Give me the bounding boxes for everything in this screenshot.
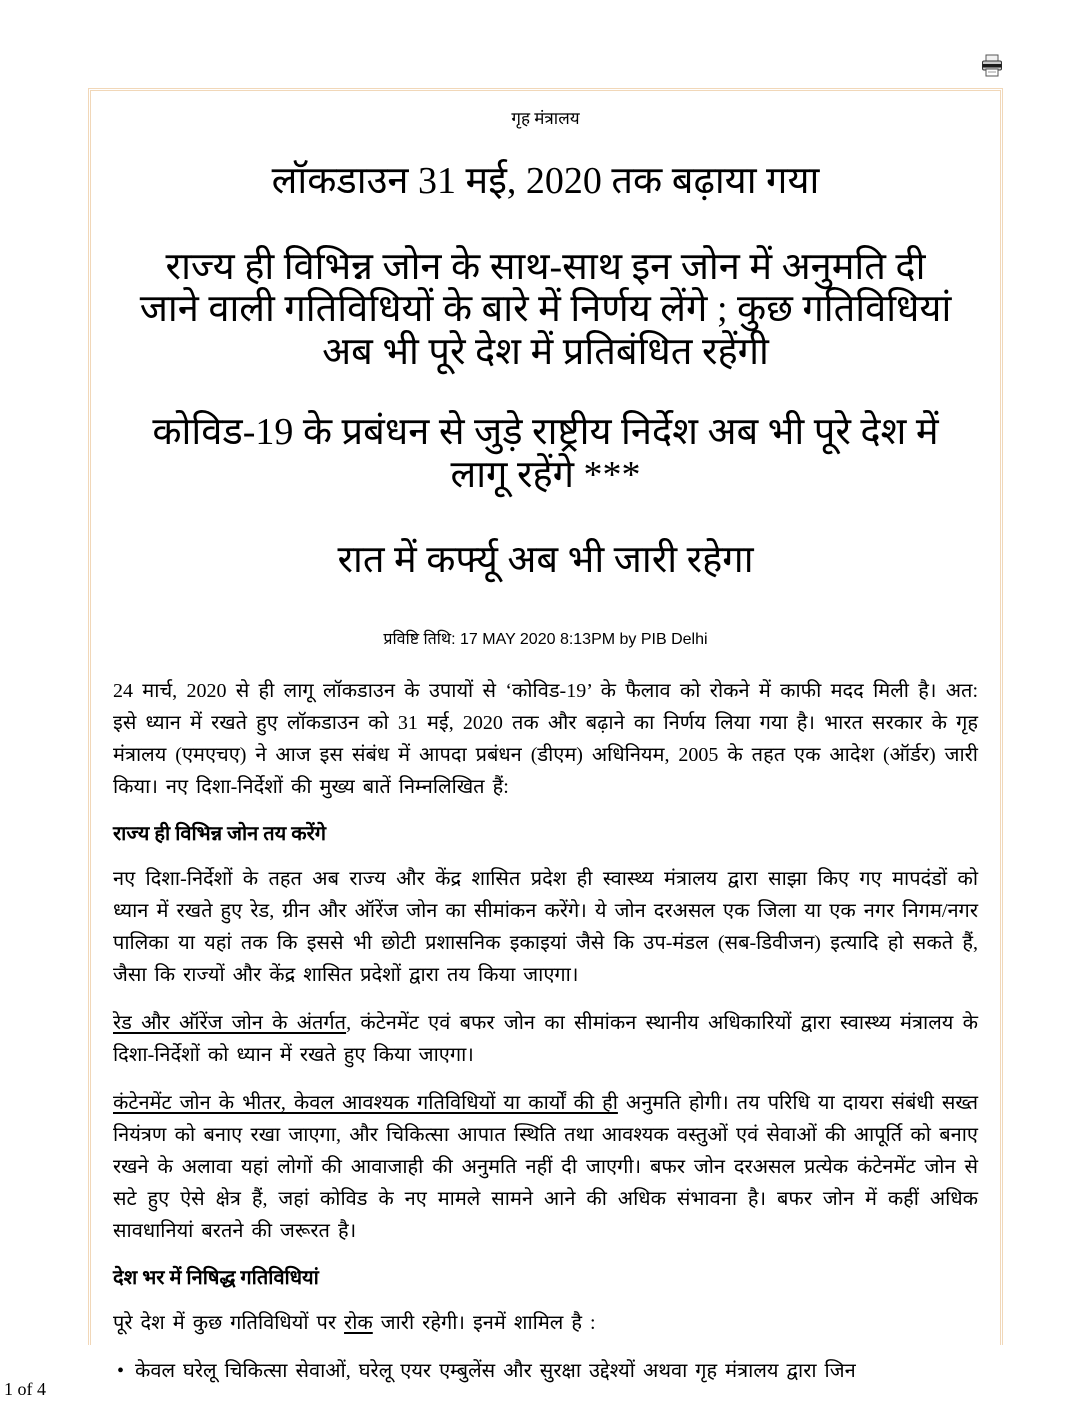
printer-icon: [980, 66, 1004, 81]
intro-paragraph: 24 मार्च, 2020 से ही लागू लॉकडाउन के उपायों से ‘कोविड-19’ के फैलाव को रोकने में काफी मदद मिली है। अत: इसे ध्यान में रखते हुए लॉकडाउन को 31 मई, 2020 तक और बढ़ाने का निर्णय लिया गया है। भारत सरकार के गृह मंत्रालय (एमएचए) ने आज इस संबंध में आपदा प्रबंधन (डीएम) अधिनियम, 2005 के तहत एक आदेश (ऑर्डर) जारी किया। नए दिशा-निर्देशों की मुख्य बातें निम्नलिखित हैं:: [113, 680, 978, 799]
document-body: [111, 675, 980, 1387]
containment-zone-paragraph: कंटेनमेंट जोन के भीतर, केवल आवश्यक गतिविधियों या कार्यों की ही अनुमति होगी। तय परिधि या दायरा संबंधी सख्त नियंत्रण को बनाए रखा जाएगा, और चिकित्सा आपात स्थिति तथा आवश्यक वस्तुओं एवं सेवाओं की आपूर्ति को बनाए रखने के अलावा यहां लोगों की आवाजाही की अनुमति नहीं दी जाएगी। बफर जोन दरअसल प्रत्येक कंटेनमेंट जोन से सटे हुए ऐसे क्षेत्र हैं, जहां कोविड के नए मामले सामने आने की अधिक संभावना है। बफर जोन में कहीं अधिक सावधानियां बरतने की जरूरत है।: [113, 1092, 979, 1243]
print-button[interactable]: [980, 54, 1004, 78]
subheadline-night-curfew: रात में कर्फ्यू अब भी जारी रहेगा: [337, 538, 754, 581]
subheadline-national-directives: कोविड-19 के प्रबंधन से जुड़े राष्ट्रीय निर्देश अब भी पूरे देश में लागू रहेंगे ***: [152, 411, 939, 497]
section-heading-zones: राज्य ही विभिन्न जोन तय करेंगे: [113, 823, 327, 846]
press-release-document: [88, 88, 1003, 1383]
section-heading-prohibited: देश भर में निषिद्ध गतिविधियां: [113, 1267, 319, 1290]
page-indicator: 1 of 4: [4, 1379, 46, 1399]
zones-paragraph: नए दिशा-निर्देशों के तहत अब राज्य और केंद्र शासित प्रदेश ही स्वास्थ्य मंत्रालय द्वारा साझा किए गए मापदंडों को ध्यान में रखते हुए रेड, ग्रीन और ऑरेंज जोन का सीमांकन करेंगे। ये जोन दरअसल एक जिला या एक नगर निगम/नगर पालिका या यहां तक कि इससे भी छोटी प्रशासनिक इकाइयां जैसे कि उप-मंडल (सब-डिवीजन) इत्यादि हो सकते हैं, जैसा कि राज्यों और केंद्र शासित प्रदेशों द्वारा तय किया जाएगा।: [113, 868, 978, 987]
red-orange-zone-paragraph: रेड और ऑरेंज जोन के अंतर्गत, कंटेनमेंट एवं बफर जोन का सीमांकन स्थानीय अधिकारियों द्वारा स्वास्थ्य मंत्रालय के दिशा-निर्देशों को ध्यान में रखते हुए किया जाएगा।: [113, 1012, 978, 1067]
ministry-name: गृह मंत्रालय: [511, 109, 580, 128]
prohibited-bullet-1: • केवल घरेलू चिकित्सा सेवाओं, घरेलू एयर एम्बुलेंस और सुरक्षा उद्देश्यों अथवा गृह मंत्रालय द्वारा जिन: [113, 1355, 978, 1387]
headline: लॉकडाउन 31 मई, 2020 तक बढ़ाया गया: [271, 160, 820, 202]
posted-date: प्रविष्टि तिथि: 17 MAY 2020 8:13PM by PIB Delhi: [383, 631, 708, 649]
subheadline-zones: राज्य ही विभिन्न जोन के साथ-साथ इन जोन में अनुमति दी जाने वाली गतिविधियों के बारे में निर्णय लेंगे ; कुछ गतिविधियां अब भी पूरे देश में प्रतिबंधित रहेंगी: [139, 245, 952, 373]
prohibited-intro-paragraph: पूरे देश में कुछ गतिविधियों पर रोक जारी रहेगी। इनमें शामिल है :: [113, 1312, 596, 1335]
